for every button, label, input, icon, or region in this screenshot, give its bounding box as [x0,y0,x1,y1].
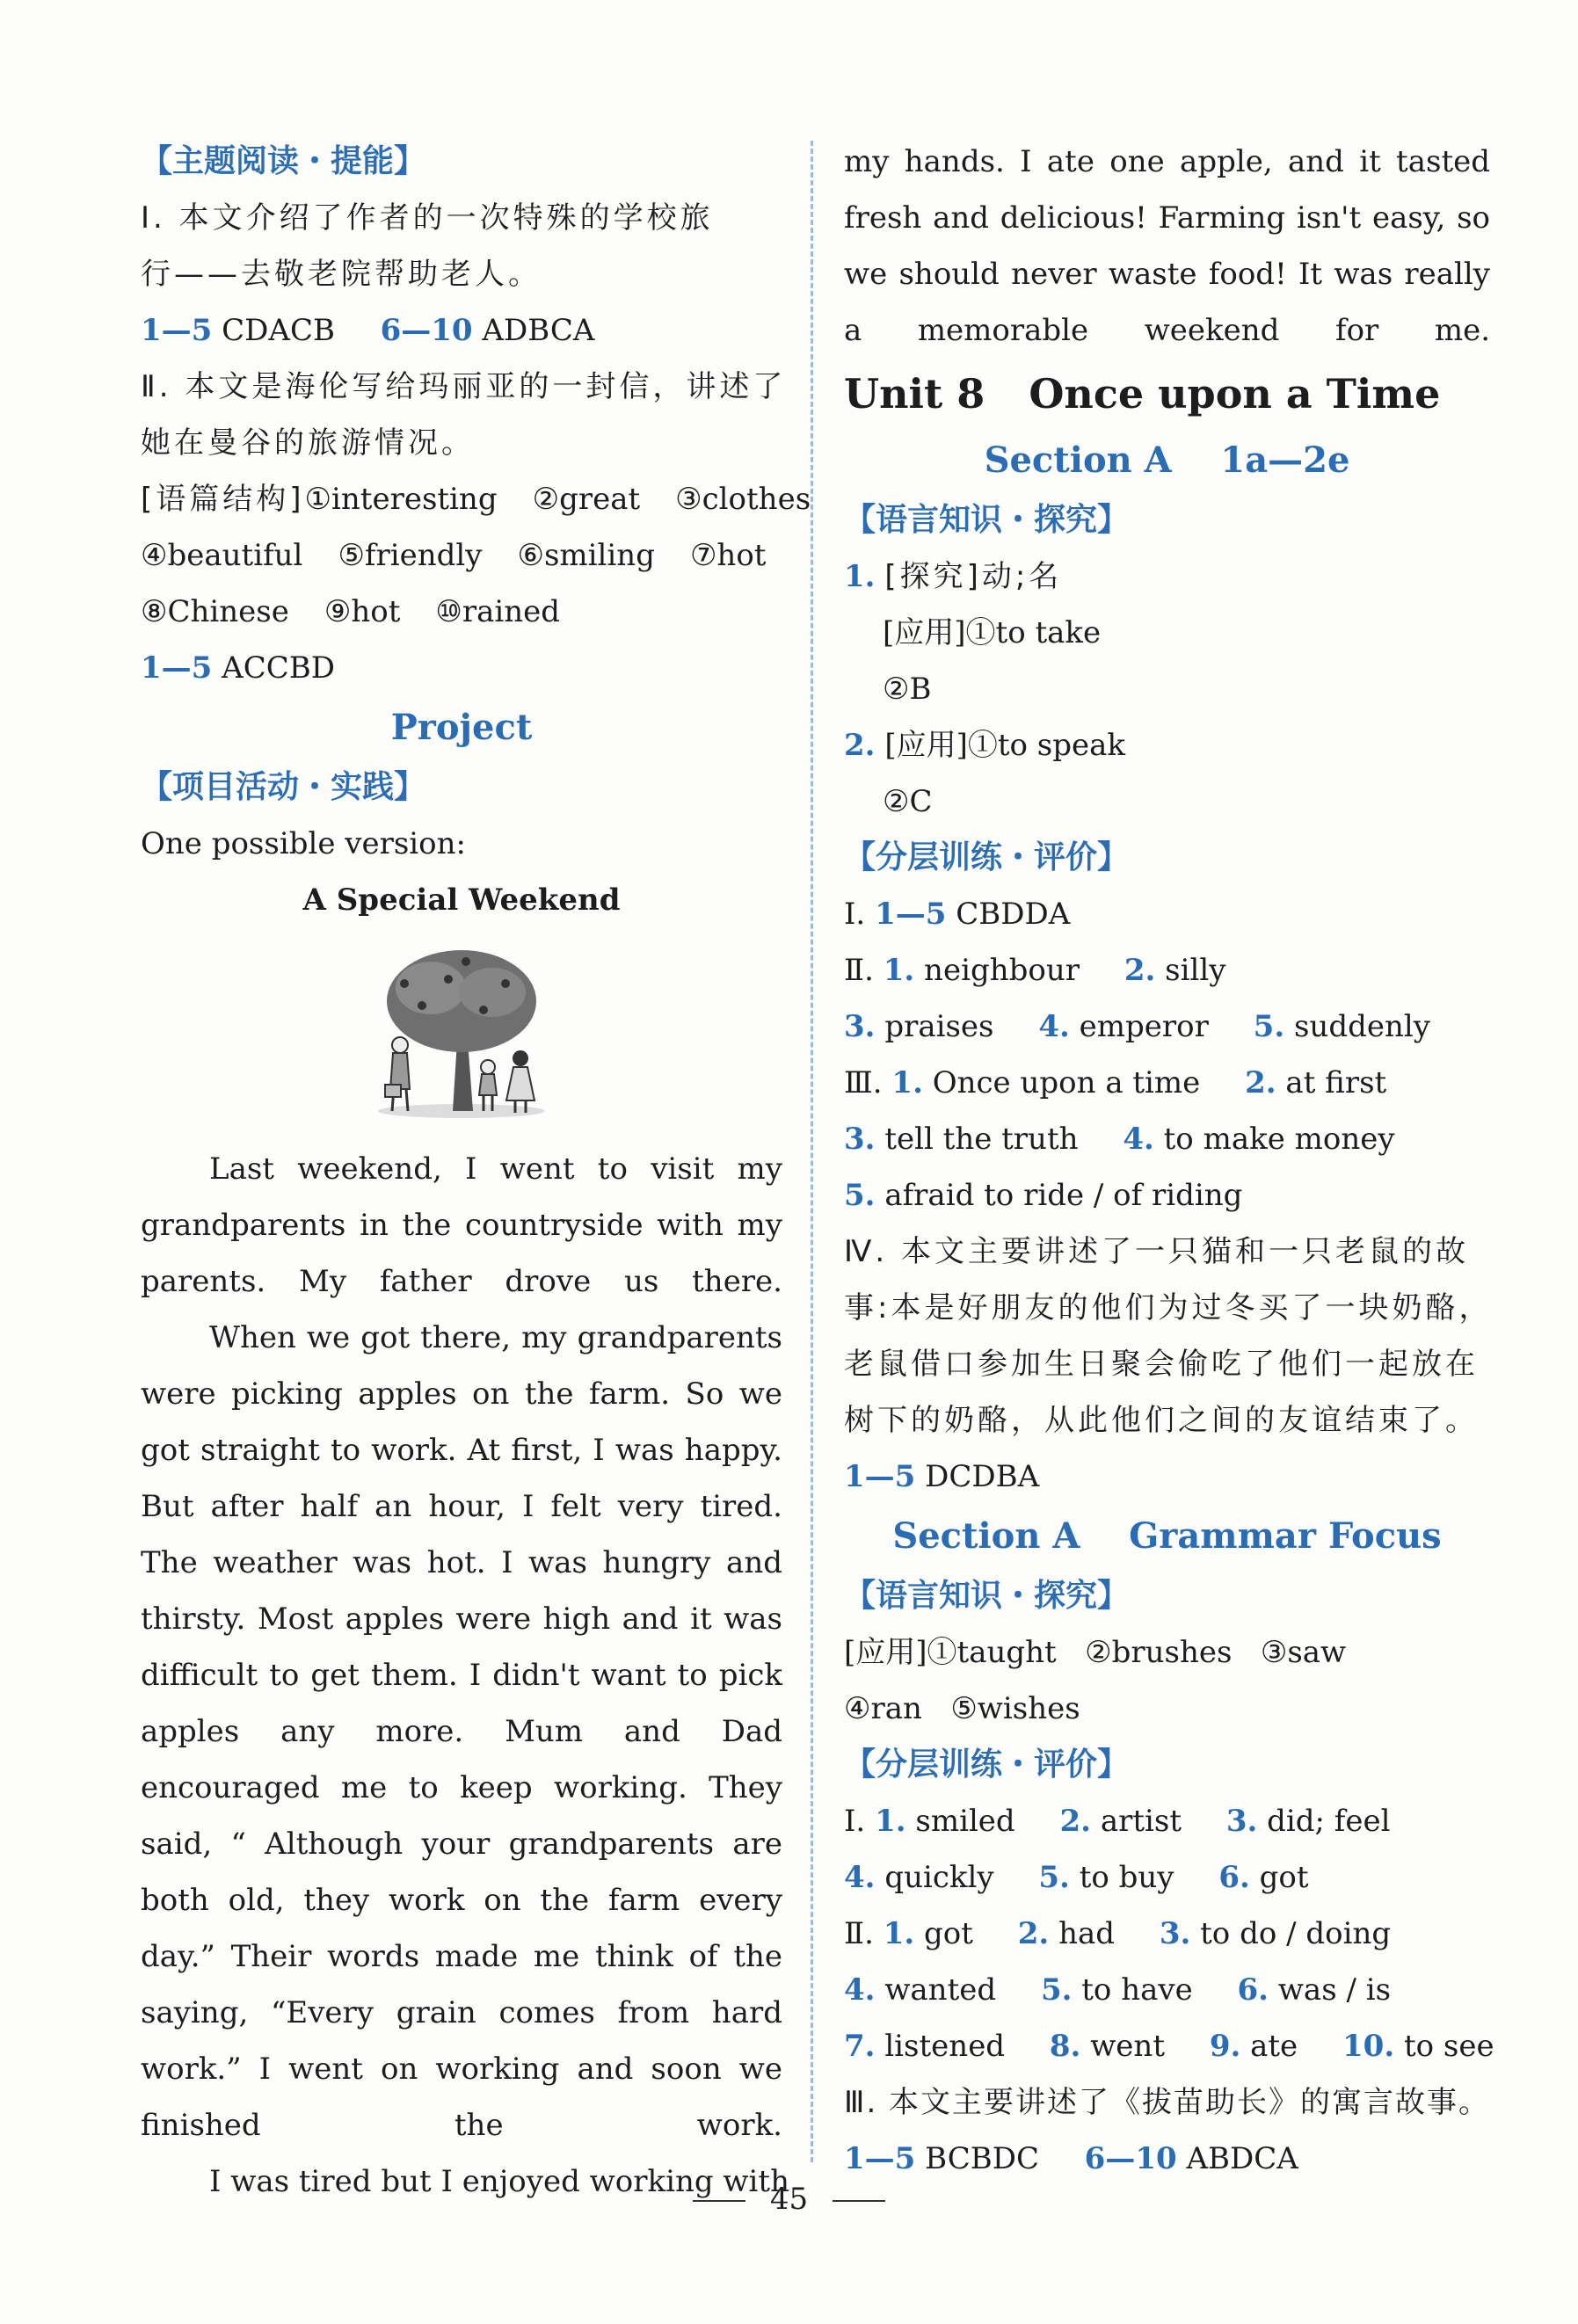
gf-i-row-2 [844,1849,1490,1906]
language-heading: 【语言知识・探究】 [844,502,1130,538]
item-answer: quickly [884,1860,994,1895]
page-number: 45 [769,2182,809,2217]
structure-item: ④beautiful [141,538,303,573]
q2-apply-c: ②C [883,784,933,819]
question-number: 1. [844,559,876,594]
item-answer: afraid to ride / of riding [884,1178,1243,1213]
item-number: 4. [844,1972,876,2008]
structure-item: ⑤friendly [338,538,483,573]
item-number: 2. [1124,953,1156,988]
structure-item: ⑦hot [689,538,767,573]
item-answer: Once upon a time [932,1065,1201,1100]
unit-name: Once upon a Time [1029,370,1441,418]
item-answer: at first [1285,1065,1387,1100]
answer-letters: CBDDA [956,897,1071,932]
gf-training-heading: 【分层训练・评价】 [844,1747,1130,1783]
essay-paragraph-2: When we got there, my grandparents were picking apples on the farm. So we got straight to work. At first, I was happy. But after half an hour, I felt very tired. The weather was hot. I was hungry and thirsty. Most apples were high and it was difficult to get them. I didn't want to pick apples any more. Mum and Dad encouraged me to keep working. They said, “ Although your grandparents are both old, they work on the farm every day.” Their words made me think of the saying, “Every grain comes from hard work.” I went on working and soon we finished the work. [141,1320,782,2143]
item-number: 3. [1225,1804,1258,1839]
roman-label: Ⅲ. [844,1065,883,1100]
roman-label: Ⅰ. [844,897,866,932]
roman-label: Ⅰ. [844,1804,866,1839]
apple-picking-illustration [369,944,554,1120]
item-answer: was / is [1277,1972,1392,2008]
training-i [844,886,1490,942]
gf-i-row-1 [844,1793,1490,1849]
answer-letters: CDACB [222,313,335,348]
item-number: 4. [844,1860,876,1895]
training-iv-text-4: 树下的奶酪，从此他们之间的友谊结束了。 [844,1403,1479,1438]
answer-letters: BCBDC [925,2141,1040,2176]
gf-ii-row-2 [844,1962,1490,2018]
right-column [844,134,1494,2187]
training-iii-row-1 [844,1055,1490,1111]
item-answer: emperor [1079,1009,1209,1044]
unit-title [844,359,1490,429]
item-answer: to make money [1163,1122,1395,1157]
item-answer: artist [1100,1804,1182,1839]
item-answer: to have [1081,1972,1193,2008]
item-answer: smiled [915,1804,1015,1839]
passage-ii-intro-1: Ⅱ. 本文是海伦写给玛丽亚的一封信，讲述了 [141,369,787,404]
item-number: 3. [1159,1916,1191,1951]
gf-ii-row-3 [844,2018,1494,2074]
item-answer: got [1259,1860,1309,1895]
essay-title: A Special Weekend [302,882,621,918]
footer-dash-right [833,2200,885,2202]
item-number: 5. [1253,1009,1285,1044]
reading-heading: 【主题阅读・提能】 [141,143,426,179]
q1-apply-b: ②B [883,672,932,707]
item-answer: went [1090,2029,1165,2064]
unit-number: Unit 8 [844,370,985,418]
project-heading: 【项目活动・实践】 [141,769,426,805]
item-number: 6. [1218,1860,1250,1895]
item-number: 3. [844,1122,876,1157]
gf-apply-2: ④ran ⑤wishes [844,1691,1080,1726]
section-a-title: Section A 1a—2e [984,439,1350,481]
answer-letters: DCDBA [925,1459,1040,1494]
footer-dash-left [693,2200,745,2202]
structure-label: [语篇结构] [141,482,305,517]
q1-explore-text: [探究]动;名 [884,559,1063,594]
item-number: 6. [1237,1972,1269,2008]
structure-row-3 [141,584,782,640]
item-answer: tell the truth [884,1122,1079,1157]
training-ii-row-2 [844,999,1490,1055]
item-answer: to do / doing [1200,1916,1392,1951]
structure-item: ③clothes [675,482,811,517]
item-answer: silly [1165,953,1226,988]
item-answer: got [924,1916,973,1951]
structure-row-1 [141,471,811,527]
q2-apply [844,717,1490,773]
answer-range: 6—10 [1084,2141,1177,2176]
column-divider [811,141,813,2162]
item-answer: did; feel [1267,1804,1391,1839]
answer-range: 1—5 [844,1459,916,1494]
item-answer: listened [884,2029,1006,2064]
item-number: 1. [875,1804,906,1839]
structure-item: ⑨hot [324,594,401,629]
answer-letters: ADBCA [482,313,595,348]
training-ii-row-1 [844,942,1490,999]
essay-paragraph-1: Last weekend, I went to visit my grandparents in the countryside with my parents. My father drove us there. [141,1151,782,1299]
training-iii-row-3 [844,1167,1490,1224]
q2-apply-text: [应用]①to speak [884,728,1125,763]
grammar-focus-title: Section A Grammar Focus [892,1515,1442,1557]
passage-ii-answers [141,640,782,696]
passage-ii-intro-2: 她在曼谷的旅游情况。 [141,425,475,461]
answer-letters: ABDCA [1186,2141,1298,2176]
training-iii-row-2 [844,1111,1490,1167]
passage-i-answers [141,302,782,359]
answer-range: 1—5 [141,313,213,348]
item-number: 2. [1059,1804,1092,1839]
passage-i-intro-1: Ⅰ. 本文介绍了作者的一次特殊的学校旅 [141,200,714,236]
item-number: 1. [883,953,915,988]
q1-apply: [应用]①to take [883,615,1102,650]
item-answer: suddenly [1293,1009,1430,1044]
training-iv-answers [844,1449,1490,1505]
structure-row-2 [141,527,782,584]
gf-language-heading: 【语言知识・探究】 [844,1578,1130,1614]
page-footer [0,2182,1578,2217]
item-answer: ate [1250,2029,1298,2064]
gf-apply-1: [应用]①taught ②brushes ③saw [844,1635,1347,1670]
q1-explore [844,548,1490,605]
item-number: 4. [1038,1009,1070,1044]
item-answer: had [1058,1916,1116,1951]
roman-label: Ⅱ. [844,953,874,988]
item-answer: to buy [1079,1860,1174,1895]
item-number: 9. [1209,2029,1241,2064]
item-answer: neighbour [924,953,1080,988]
item-number: 7. [844,2029,876,2064]
item-number: 1. [891,1065,923,1100]
answer-letters: ACCBD [222,650,335,686]
passage-i-intro-2: 行——去敬老院帮助老人。 [141,257,542,292]
item-number: 8. [1049,2029,1081,2064]
roman-label: Ⅱ. [844,1916,874,1951]
possible-version-label: One possible version: [141,826,466,861]
structure-item: ⑥smiling [517,538,655,573]
structure-item: ⑧Chinese [141,594,289,629]
item-answer: wanted [884,1972,997,2008]
essay-paragraph-3: I was tired but I enjoyed working with [209,2164,789,2199]
project-title: Project [390,707,533,748]
item-number: 5. [844,1178,876,1213]
gf-iii-answers [844,2131,1490,2187]
item-number: 3. [844,1009,876,1044]
gf-ii-row-1 [844,1906,1490,1962]
item-number: 5. [1038,1860,1070,1895]
answer-range: 1—5 [141,650,213,686]
item-number: 10. [1342,2029,1395,2064]
structure-item: ①interesting [304,482,498,517]
structure-item: ⑩rained [435,594,561,629]
gf-iii-text: Ⅲ. 本文主要讲述了《拔苗助长》的寓言故事。 [844,2085,1491,2120]
question-number: 2. [844,728,876,763]
item-number: 4. [1123,1122,1154,1157]
answer-range: 1—5 [844,2141,916,2176]
item-answer: praises [884,1009,994,1044]
item-number: 2. [1017,1916,1050,1951]
training-iv-text-1: Ⅳ. 本文主要讲述了一只猫和一只老鼠的故 [844,1234,1469,1269]
answer-range: 1—5 [875,897,947,932]
essay-continuation: my hands. I ate one apple, and it tasted fresh and delicious! Farming isn't easy, so we should never waste food! It was really a memorable weekend for me. [844,144,1490,348]
structure-item: ②great [532,482,641,517]
item-number: 2. [1245,1065,1276,1100]
item-number: 1. [883,1916,915,1951]
item-number: 5. [1040,1972,1073,2008]
training-iv-text-3: 老鼠借口参加生日聚会偷吃了他们一起放在 [844,1347,1479,1382]
item-answer: to see [1403,2029,1494,2064]
training-heading: 【分层训练・评价】 [844,839,1130,875]
training-iv-text-2: 事:本是好朋友的他们为过冬买了一块奶酪， [844,1290,1493,1325]
answer-range: 6—10 [380,313,473,348]
